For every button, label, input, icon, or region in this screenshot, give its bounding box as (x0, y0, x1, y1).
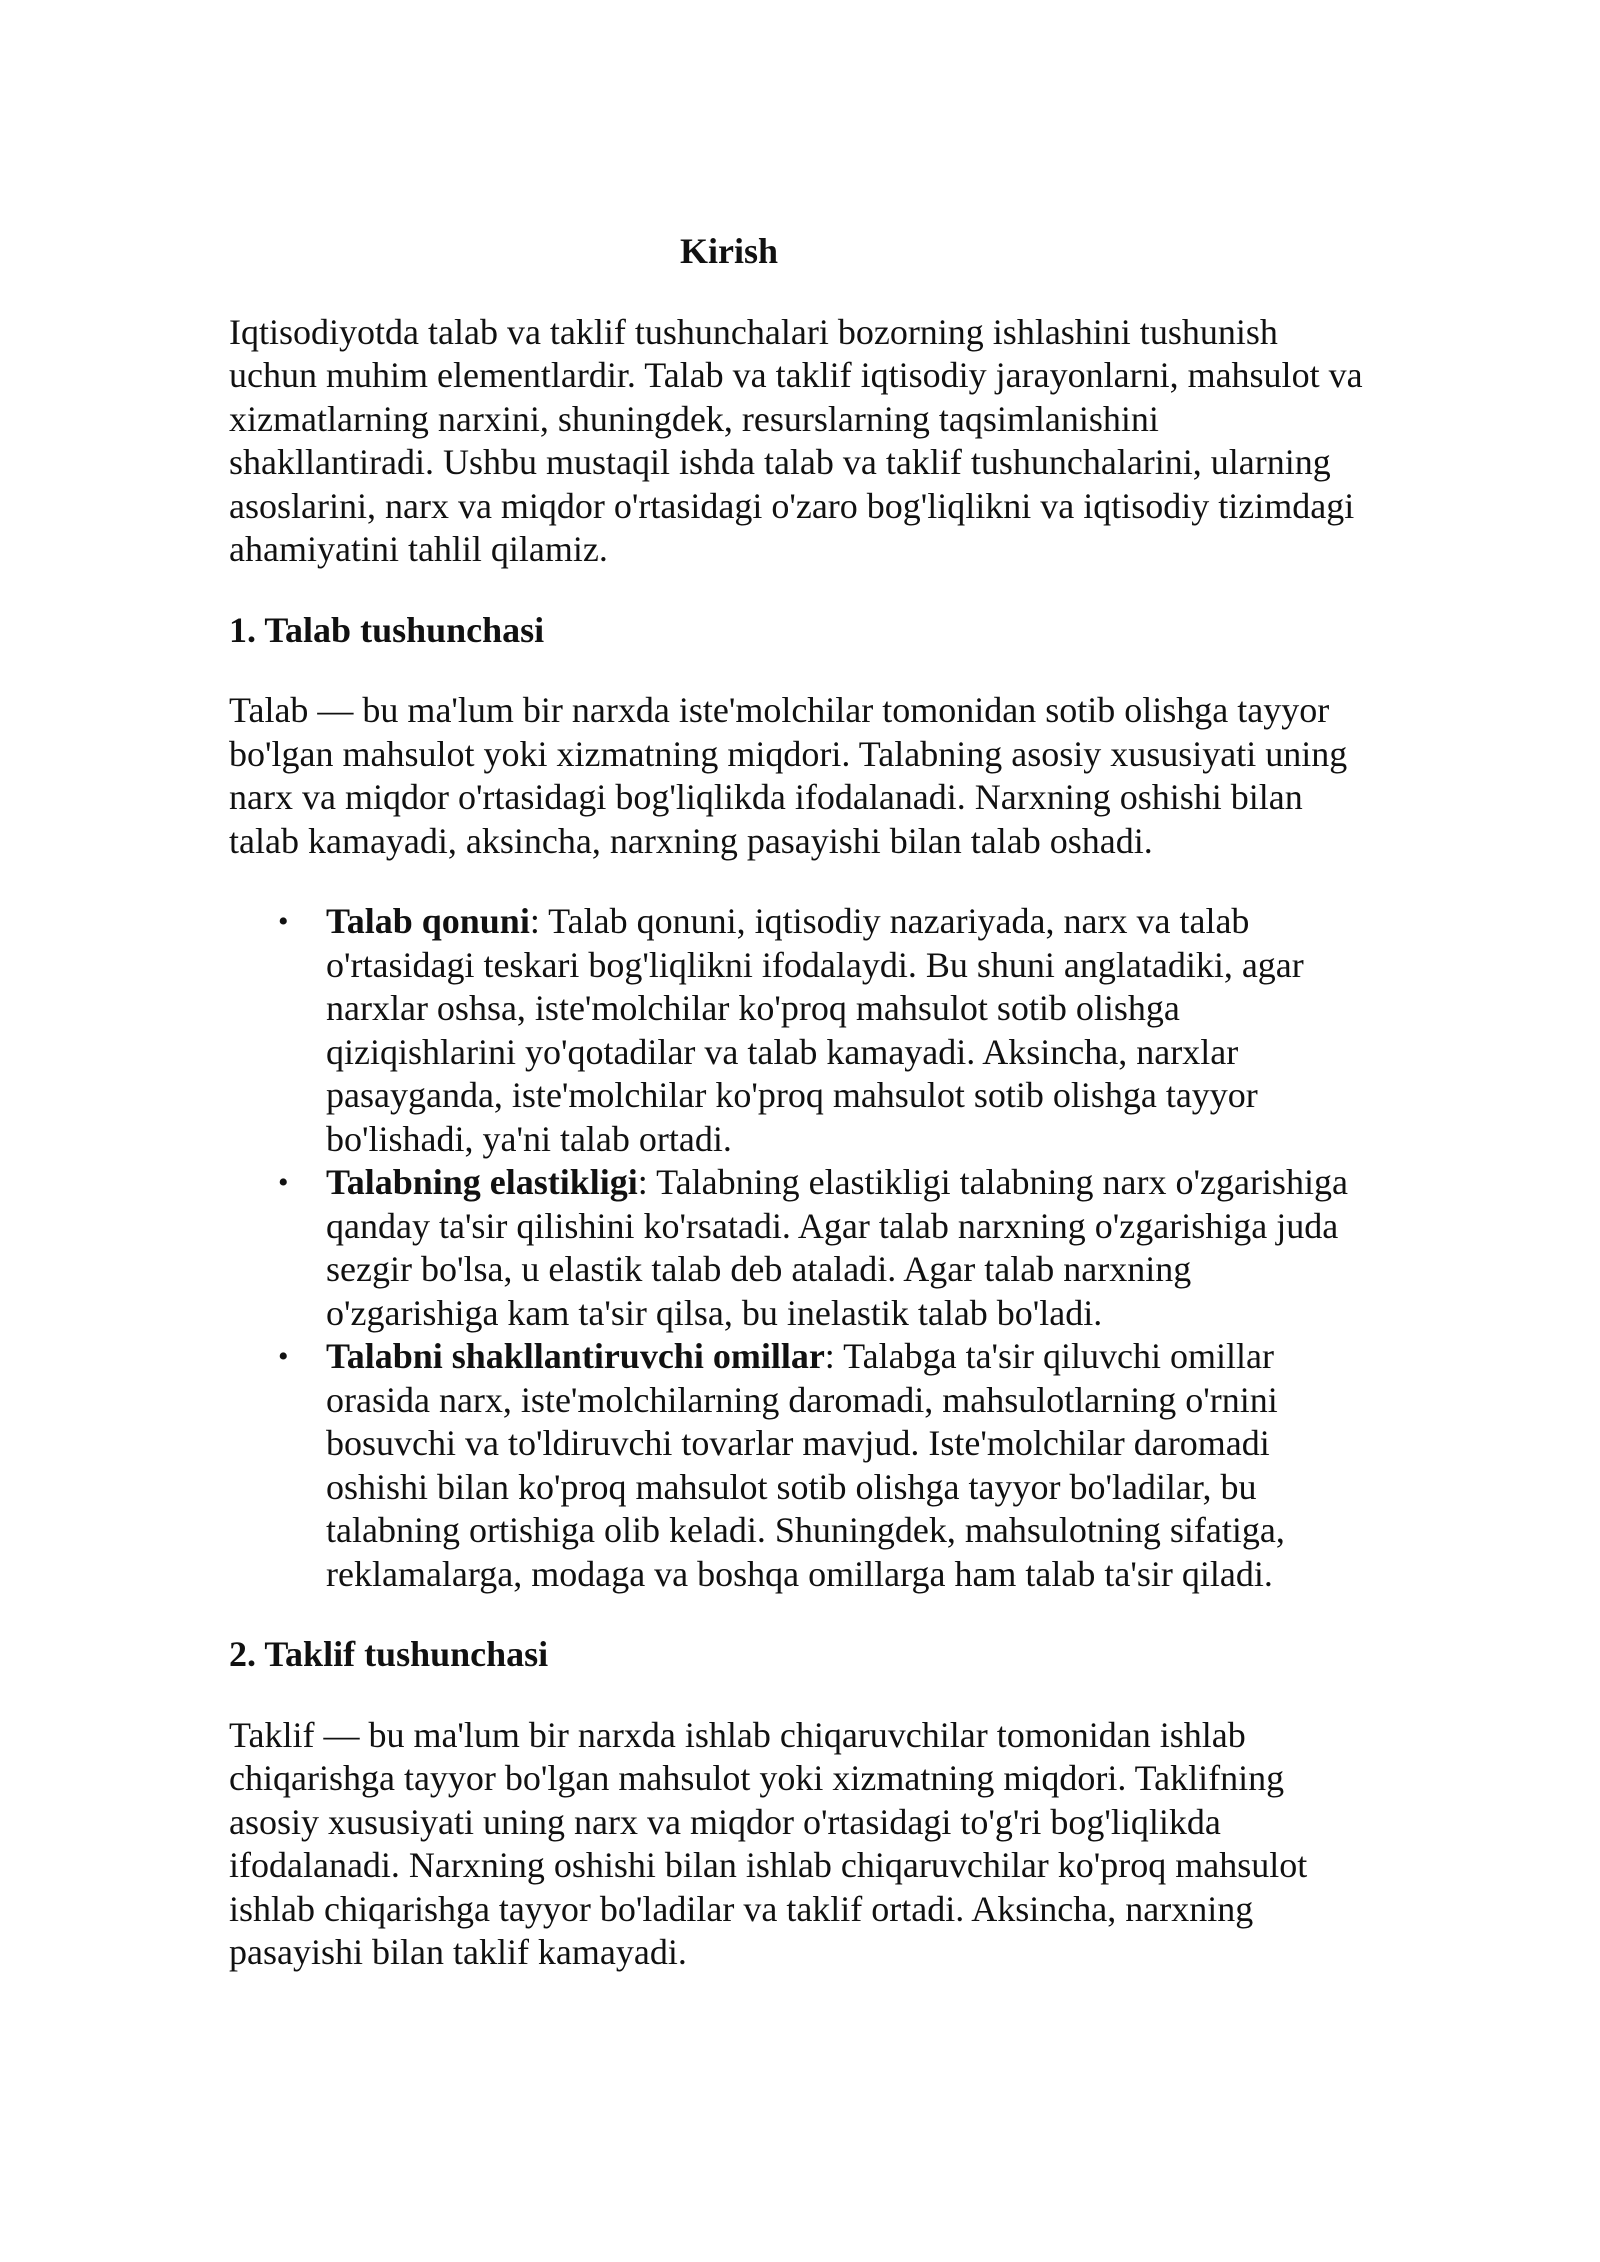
bullet-text: : Talabning elastikligi talabning narx o'zgarishiga qanday ta'sir qilishini ko'rsatadi. Agar talab narxning o'zgarishiga juda sezgir bo'lsa, u elastik talab deb ataladi. Agar talab narxning o'zgarishiga kam ta'sir qilsa, bu inelastik talab bo'ladi. (326, 1162, 1348, 1333)
list-item (278, 900, 1369, 1161)
section-2-heading: 2. Taklif tushunchasi (229, 1634, 549, 1674)
bullet-text: : Talabga ta'sir qiluvchi omillar orasida narx, iste'molchilarning daromadi, mahsulotlarning o'rnini bosuvchi va to'ldiruvchi tovarlar mavjud. Iste'molchilar daromadi oshishi bilan ko'proq mahsulot sotib olishga tayyor bo'ladilar, bu talabning ortishiga olib keladi. Shuningdek, mahsulotning sifatiga, reklamalarga, modaga va boshqa omillarga ham talab ta'sir qiladi. (326, 1336, 1285, 1594)
section-1-heading: 1. Talab tushunchasi (229, 609, 545, 650)
bullet-icon: • (278, 1340, 289, 1373)
bullet-term: Talabning elastikligi (326, 1162, 638, 1202)
bullet-text: : Talab qonuni, iqtisodiy nazariyada, narx va talab o'rtasidagi teskari bog'liqlikni ifodalaydi. Bu shuni anglatadiki, agar narxlar oshsa, iste'molchilar ko'proq mahsulot sotib olishga qiziqishlarini yo'qotadilar va talab kamayadi. Aksincha, narxlar pasayganda, iste'molchilar ko'proq mahsulot sotib olishga tayyor bo'lishadi, ya'ni talab ortadi. (326, 901, 1304, 1159)
bullet-icon: • (278, 1166, 289, 1199)
document-title: Kirish (679, 231, 778, 271)
section-1-bullet-list (229, 900, 1369, 1596)
list-item (278, 1161, 1369, 1335)
document-page (229, 230, 1369, 2012)
bullet-term: Talab qonuni (326, 901, 530, 941)
section-2-paragraph: Taklif — bu ma'lum bir narxda ishlab chiqaruvchilar tomonidan ishlab chiqarishga tayyor bo'lgan mahsulot yoki xizmatning miqdori. Taklifning asosiy xususiyati uning narx va miqdor o'rtasidagi to'g'ri bog'liqlikda ifodalanadi. Narxning oshishi bilan ishlab chiqaruvchilar ko'proq mahsulot ishlab chiqarishga tayyor bo'ladilar va taklif ortadi. Aksincha, narxning pasayishi bilan taklif kamayadi. (229, 1714, 1308, 1972)
intro-paragraph: Iqtisodiyotda talab va taklif tushunchalari bozorning ishlashini tushunish uchun muhim elementlardir. Talab va taklif iqtisodiy jarayonlarni, mahsulot va xizmatlarning narxini, shuningdek, resurslarning taqsimlanishini shakllantiradi. Ushbu mustaqil ishda talab va taklif tushunchalarini, ularning asoslarini, narx va miqdor o'rtasidagi o'zaro bog'liqlikni va iqtisodiy tizimdagi ahamiyatini tahlil qilamiz. (229, 311, 1363, 569)
bullet-term: Talabni shakllantiruvchi omillar (326, 1336, 825, 1376)
bullet-icon: • (278, 905, 289, 938)
section-1-paragraph: Talab — bu ma'lum bir narxda iste'molchilar tomonidan sotib olishga tayyor bo'lgan mahsulot yoki xizmatning miqdori. Talabning asosiy xususiyati uning narx va miqdor o'rtasidagi bog'liqlikda ifodalanadi. Narxning oshishi bilan talab kamayadi, aksincha, narxning pasayishi bilan talab oshadi. (229, 690, 1348, 861)
list-item (278, 1335, 1369, 1596)
